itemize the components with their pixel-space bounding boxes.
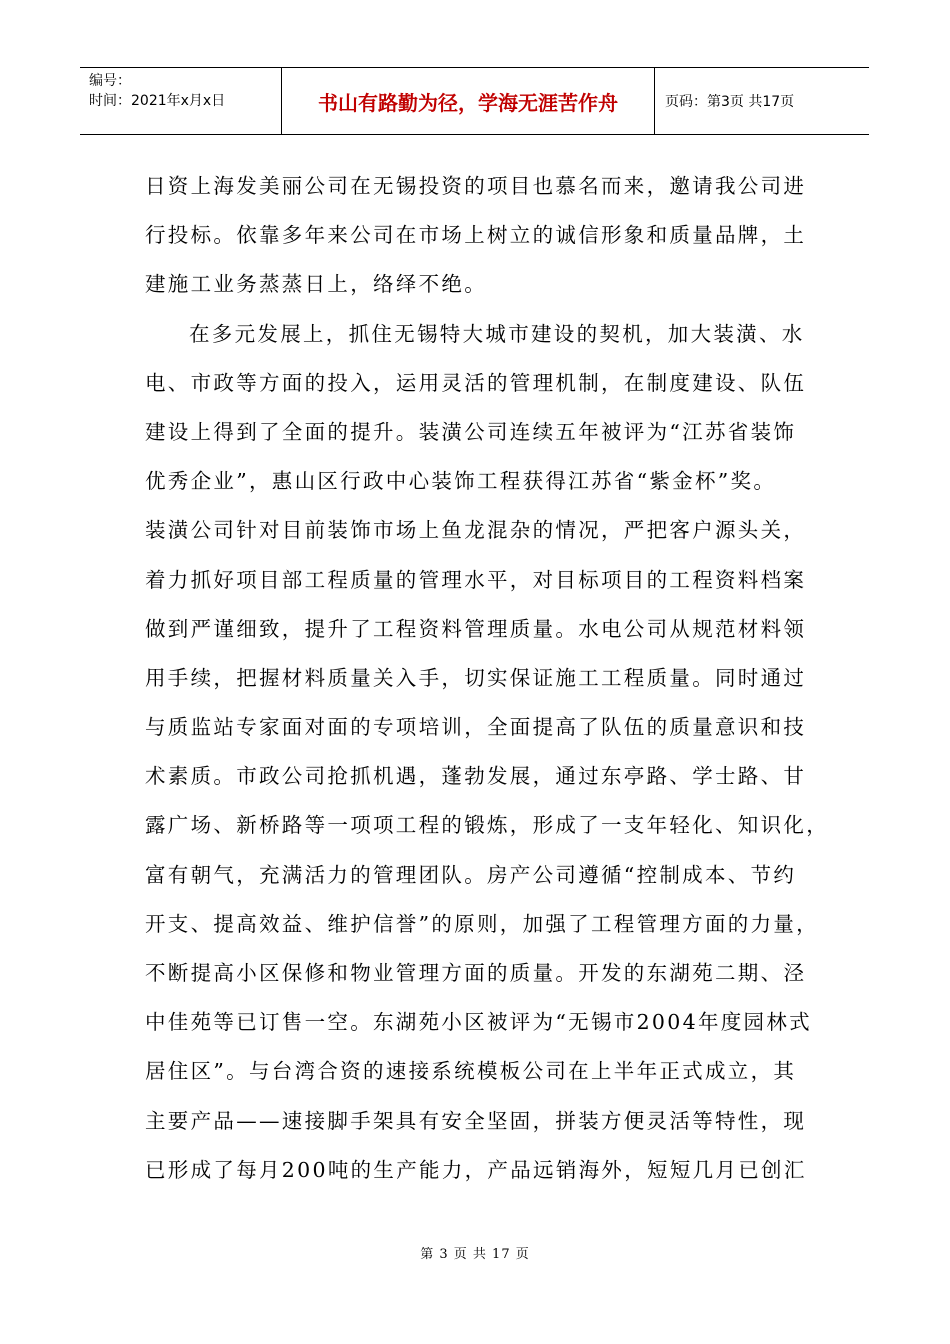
text-line: 电、市政等方面的投入，运用灵活的管理机制，在制度建设、队伍 bbox=[145, 370, 807, 395]
text-line: 中佳苑等已订售一空。东湖苑小区被评为“无锡市2004年度园林式 bbox=[145, 1010, 812, 1035]
text-line: 装潢公司针对目前装饰市场上鱼龙混杂的情况，严把客户源头关， bbox=[145, 518, 807, 543]
text-line: 做到严谨细致，提升了工程资料管理质量。水电公司从规范材料领 bbox=[145, 616, 807, 641]
text-line: 优秀企业”，惠山区行政中心装饰工程获得江苏省“紫金杯”奖。 bbox=[145, 469, 777, 494]
page-footer: 第 3 页 共 17 页 bbox=[420, 1247, 530, 1262]
text-line: 富有朝气，充满活力的管理团队。房产公司遵循“控制成本、节约 bbox=[145, 862, 797, 887]
header-motto: 书山有路勤为径，学海无涯苦作舟 bbox=[282, 68, 655, 134]
text-line: 不断提高小区保修和物业管理方面的质量。开发的东湖苑二期、泾 bbox=[145, 961, 807, 985]
text-line: 与质监站专家面对面的专项培训，全面提高了队伍的质量意识和技 bbox=[145, 715, 807, 740]
text-line: 行投标。依靠多年来公司在市场上树立的诚信形象和质量品牌，土 bbox=[145, 223, 807, 248]
text-line: 开支、提高效益、维护信誉”的原则，加强了工程管理方面的力量， bbox=[145, 911, 819, 936]
text-line: 日资上海发美丽公司在无锡投资的项目也慕名而来，邀请我公司进 bbox=[145, 174, 807, 198]
text-line: 建施工业务蒸蒸日上，络绎不绝。 bbox=[145, 272, 487, 297]
text-line: 露广场、新桥路等一项项工程的锻炼，形成了一支年轻化、知识化， bbox=[145, 813, 829, 838]
text-line: 主要产品——速接脚手架具有安全坚固，拼装方便灵活等特性，现 bbox=[145, 1108, 807, 1133]
text-line: 建设上得到了全面的提升。装潢公司连续五年被评为“江苏省装饰 bbox=[145, 419, 797, 444]
text-line: 在多元发展上，抓住无锡特大城市建设的契机，加大装潢、水 bbox=[189, 321, 805, 346]
text-line: 用手续，把握材料质量关入手，切实保证施工工程质量。同时通过 bbox=[145, 665, 807, 690]
text-line: 居住区”。与台湾合资的速接系统模板公司在上半年正式成立，其 bbox=[145, 1059, 797, 1084]
text-line: 术素质。市政公司抢抓机遇，蓬勃发展，通过东亭路、学士路、甘 bbox=[145, 764, 807, 789]
header-page-info: 页码：第3页 共17页 bbox=[665, 94, 795, 110]
document-number-label: 编号： bbox=[89, 73, 131, 89]
page-header bbox=[80, 67, 869, 135]
document-body bbox=[145, 162, 829, 1195]
header-meta bbox=[80, 68, 282, 134]
text-line: 已形成了每月200吨的生产能力，产品远销海外，短短几月已创汇 bbox=[145, 1157, 807, 1182]
document-date: 时间：2021年x月x日 bbox=[89, 93, 226, 109]
text-line: 着力抓好项目部工程质量的管理水平，对目标项目的工程资料档案 bbox=[145, 567, 807, 592]
